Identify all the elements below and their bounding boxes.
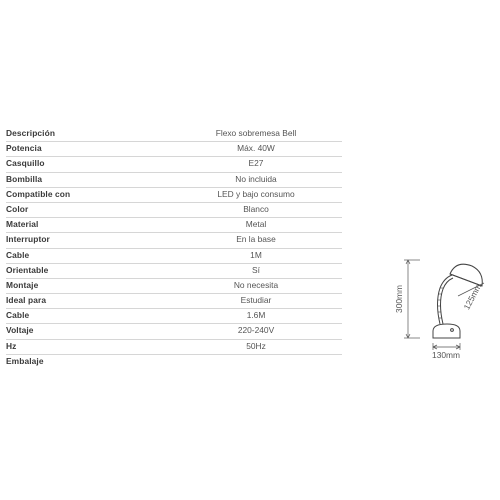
spec-label: Orientable [6, 264, 49, 275]
spec-row [6, 355, 342, 370]
spec-label: Bombilla [6, 173, 43, 184]
spec-label: Descripción [6, 128, 56, 138]
spec-value: No necesita [233, 279, 279, 290]
spec-row [6, 264, 342, 279]
spec-value: Blanco [243, 203, 269, 214]
spec-row [6, 173, 342, 188]
spec-value: Flexo sobremesa Bell [215, 128, 297, 138]
spec-value: E27 [248, 158, 264, 169]
spec-row [6, 157, 342, 172]
spec-row [6, 324, 342, 339]
spec-value: 220-240V [237, 325, 275, 336]
spec-value: Estudiar [240, 295, 272, 306]
spec-value: 1M [250, 249, 262, 260]
spec-label: Cable [6, 249, 30, 260]
spec-value: Máx. 40W [237, 143, 275, 154]
spec-label: Potencia [6, 143, 42, 154]
spec-value: Metal [245, 219, 267, 230]
spec-label: Embalaje [6, 355, 44, 366]
spec-row [6, 142, 342, 157]
spec-row [6, 340, 342, 355]
base-dimension-label: 130mm [432, 350, 460, 360]
spec-row [6, 203, 342, 218]
spec-row [6, 279, 342, 294]
spec-label: Interruptor [6, 234, 50, 245]
spec-row [6, 188, 342, 203]
spec-label: Ideal para [6, 295, 47, 306]
lamp-base [433, 324, 460, 338]
lamp-neck-inner [441, 278, 454, 324]
spec-value: LED y bajo consumo [217, 188, 295, 199]
spec-label: Hz [6, 340, 17, 351]
spec-label: Cable [6, 310, 30, 321]
spec-row [6, 294, 342, 309]
spec-label: Montaje [6, 279, 39, 290]
lamp-dimension-diagram [380, 248, 490, 360]
spec-label: Casquillo [6, 158, 45, 169]
spec-value: 1.6M [246, 310, 266, 321]
shade-dimension-label: 125mm [461, 281, 484, 312]
spec-value: En la base [236, 234, 276, 245]
lamp-shade [450, 264, 482, 286]
height-dimension-label: 300mm [394, 285, 404, 313]
lamp-neck [438, 275, 453, 324]
spec-label: Voltaje [6, 325, 34, 336]
spec-value: No incluida [235, 173, 277, 184]
switch-dot [451, 329, 454, 332]
spec-row [6, 127, 342, 142]
spec-label: Color [6, 203, 29, 214]
spec-label: Compatible con [6, 188, 71, 199]
spec-row [6, 309, 342, 324]
spec-value: 50Hz [246, 340, 266, 351]
spec-row [6, 218, 342, 233]
spec-label: Material [6, 219, 39, 230]
spec-row [6, 233, 342, 248]
spec-value: Sí [252, 264, 260, 275]
spec-row [6, 249, 342, 264]
spec-table [6, 127, 342, 370]
